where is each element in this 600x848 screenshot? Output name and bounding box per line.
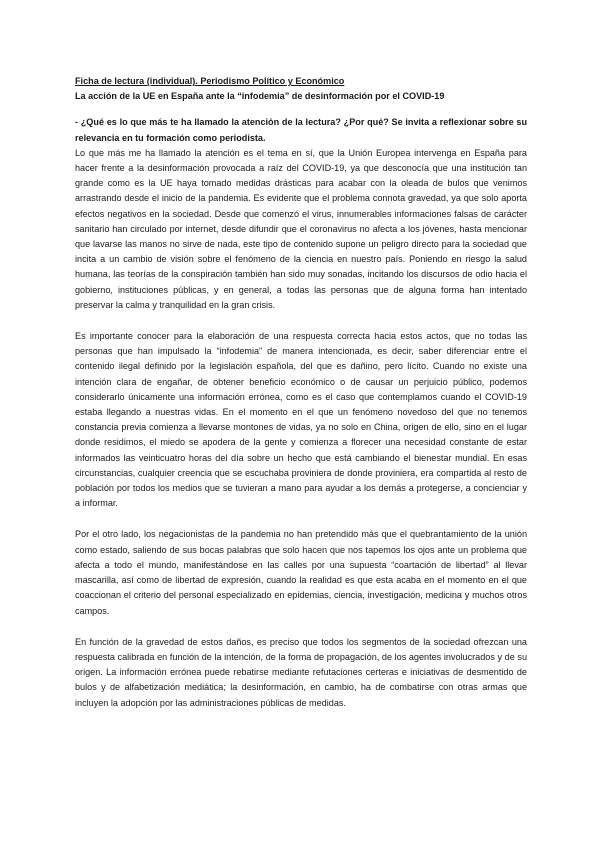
paragraph-1: Lo que más me ha llamado la atención es el tema en sí, que la Unión Europea intervenga en España para hacer frente a la desinformación provocada a raíz del COVID-19, ya que desconocía que una institución tan grande como es la UE haya tomado medidas drásticas para acabar con la oleada de bulos que venimos arrastrando desde el inicio de la pandemia. Es evidente que el problema connota gravedad, ya que solo aporta efectos negativos en la sociedad. Desde que comenzó el virus, innumerables informaciones falsas de carácter sanitario han circulado por internet, desde difundir que el coronavirus no afecta a los jóvenes, hasta mencionar que lavarse las manos no sirve de nada, este tipo de contenido supone un peligro directo para la sociedad que incita a un cambio de visión sobre el fenómeno de la ciencia en nuestro país. Poniendo en riesgo la salud humana, las teorías de la conspiración también han sido muy sonadas, incitando los discursos de odio hacia el gobierno, instituciones públicas, y en general, a todas las personas que de alguna forma han intentado preservar la calma y tranquilidad en la gran crisis. (75, 147, 527, 310)
document-title: Ficha de lectura (individual). Periodismo Político y Económico (75, 76, 345, 86)
document-content (75, 74, 527, 727)
paragraph-4: En función de la gravedad de estos daños, es preciso que todos los segmentos de la sociedad ofrezcan una respuesta calibrada en función de la intención, de la forma de propagación, de los agentes involucrados y de su origen. La información errónea puede rebatirse mediante refutaciones certeras e iniciativas de desmentido de bulos y de alfabetización mediática; la desinformación, en cambio, ha de combatirse con otras armas que incluyen la adopción por las administraciones públicas de medidas. (75, 636, 527, 708)
paragraph-2: Es importante conocer para la elaboración de una respuesta correcta hacia estos actos, que no todas las personas que han impulsado la “infodemia” de manera intencionada, es decir, saber diferenciar entre el contenido ilegal definido por la legislación española, del que es dañino, pero lícito. Cuando no existe una intención clara de engañar, de obtener beneficio económico o de causar un perjuicio público, podemos considerarlo únicamente una información errónea, como es el caso que contemplamos cuando el COVID-19 estaba llegando a nuestras vidas. En el momento en el que un fenómeno novedoso del que no tenemos constancia previa comienza a llevarse montones de vidas, ya no solo en China, origen de ello, sino en el lugar donde residimos, el miedo se apodera de la gente y comienza a florecer una necesidad constante de estar informados las veinticuatro horas del día sobre un hecho que está cambiando el bienestar mundial. En esas circunstancias, cualquier creencia que se escuchaba proviniera de donde proviniera, era compartida al resto de población por todos los medios que se tuvieran a mano para ayudar a los demás a protegerse, a concienciar y a informar. (75, 331, 527, 509)
paragraph-3: Por el otro lado, los negacionistas de la pandemia no han pretendido más que el quebrantamiento de la unión como estado, saliendo de sus bocas palabras que solo hacen que nos tapemos los ojos ante un problema que afecta a todo el mundo, manifestándose en las calles por una supuesta “coartación de libertad” al llevar mascarilla, así como de libertad de expresión, cuando la realidad es que esta acaba en el momento en el que coaccionan el criterio del personal especializado en epidemias, ciencia, investigación, medicina y muchos otros campos. (75, 529, 527, 616)
reading-question: - ¿Qué es lo que más te ha llamado la atención de la lectura? ¿Por qué? Se invita a reflexionar sobre su relevancia en tu formación como periodista. (75, 117, 527, 143)
document-subtitle: La acción de la UE en España ante la “infodemia” de desinformación por el COVID-19 (75, 91, 445, 102)
